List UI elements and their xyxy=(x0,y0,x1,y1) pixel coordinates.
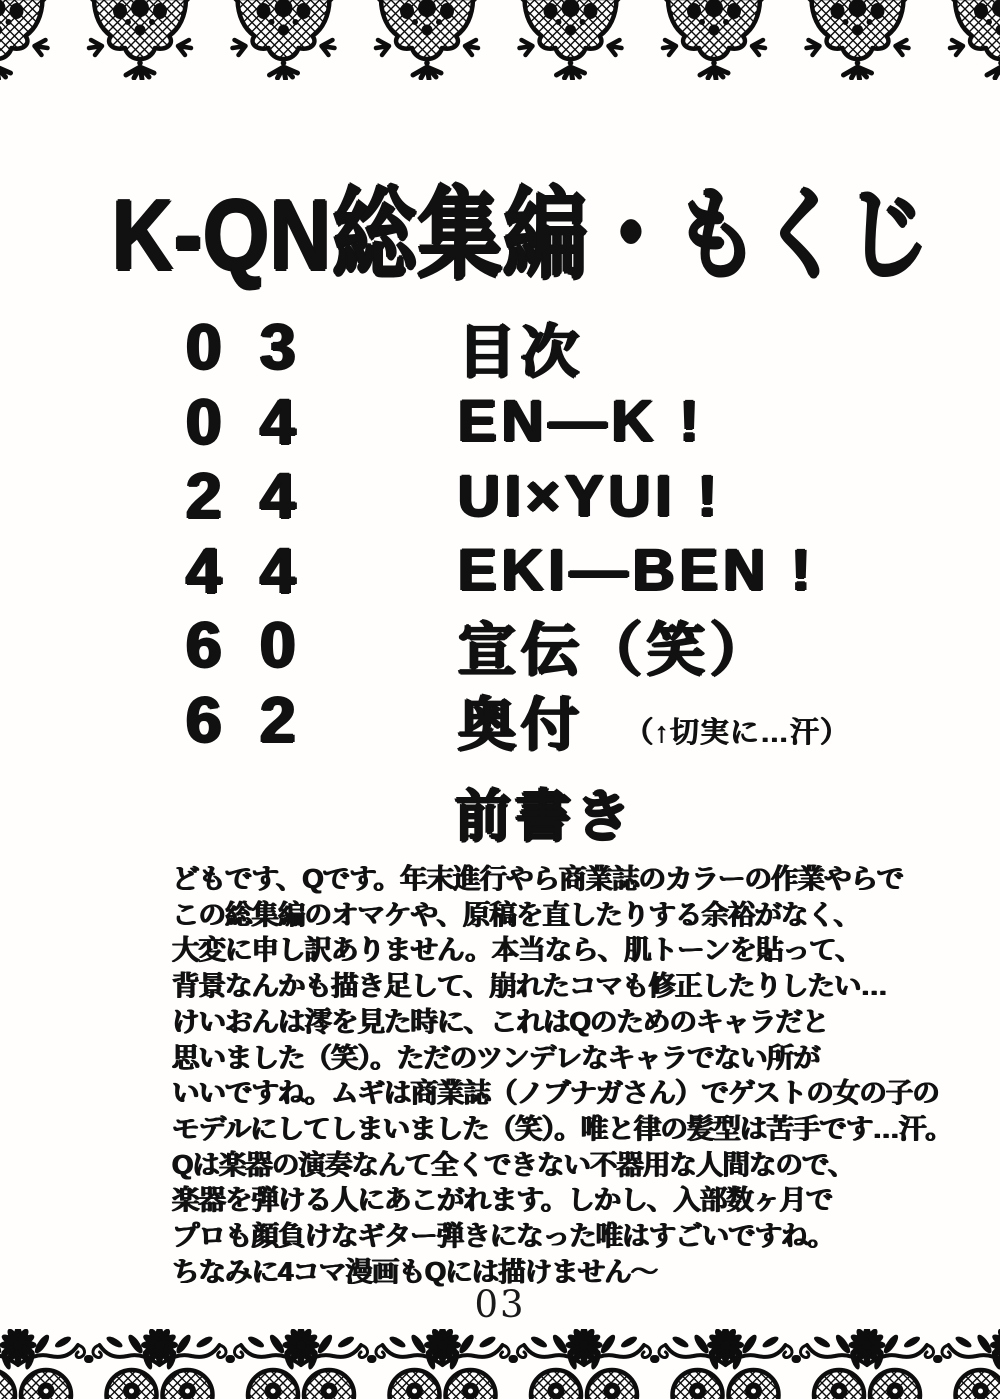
toc-entry-title: 奥付 xyxy=(458,692,585,758)
toc-page-number: 44 xyxy=(186,534,334,607)
foreword-text xyxy=(172,861,952,1289)
toc-row xyxy=(186,683,956,758)
toc-entry-note: （↑切実に…汗） xyxy=(624,717,850,749)
foreword-line: この総集編のオマケや、原稿を直したりする余裕がなく、 xyxy=(172,898,860,930)
page-title: K-QN総集編・もくじ xyxy=(112,180,931,291)
foreword-line: 楽器を弾ける人にあこがれます。しかし、入部数ヶ月で xyxy=(172,1184,833,1216)
foreword-line: 思いました（笑）。ただのツンデレなキャラでない所が xyxy=(172,1041,820,1073)
toc-row xyxy=(186,608,956,683)
foreword-line: 大変に申し訳ありません。本当なら、肌トーンを貼って、 xyxy=(172,934,862,966)
lace-border-bottom-ornament xyxy=(0,1329,1000,1399)
toc-page-number: 03 xyxy=(186,311,334,384)
toc-entry-title: UI×YUI ! xyxy=(458,463,722,529)
toc-page-number: 24 xyxy=(186,460,334,533)
foreword-line: プロも顔負けなギター弾きになった唯はすごいですね。 xyxy=(172,1220,835,1252)
toc-entry-title: EN—K ! xyxy=(458,389,704,455)
toc-entry-title: EKI—BEN ! xyxy=(458,538,816,604)
foreword-line: 背景なんかも描き足して、崩れたコマも修正したりしたい… xyxy=(172,970,887,1002)
toc-row xyxy=(186,310,956,385)
toc-row xyxy=(186,385,956,460)
foreword-line: けいおんは澪を見た時に、これはQのためのキャラだと xyxy=(172,1005,829,1037)
foreword-line: どもです、Qです。年末進行やら商業誌のカラーの作業やらで xyxy=(172,863,904,894)
toc-row xyxy=(186,459,956,534)
table-of-contents xyxy=(186,310,956,757)
foreword-heading: 前書き xyxy=(455,785,635,848)
toc-entry-title: 宣伝（笑） xyxy=(458,618,774,684)
foreword-line: いいですね。ムギは商業誌（ノブナガさん）でゲストの女の子の xyxy=(172,1077,939,1109)
toc-page-number: 62 xyxy=(186,683,334,756)
toc-page-number: 60 xyxy=(186,609,334,682)
lace-border-top-ornament xyxy=(0,0,1000,80)
foreword-line: モデルにしてしまいました（笑）。唯と律の髪型は苦手です…汗。 xyxy=(172,1112,952,1144)
foreword-line: ちなみに4コマ漫画もQには描けません～ xyxy=(172,1255,658,1287)
page-number: 03 xyxy=(474,1283,526,1326)
toc-row xyxy=(186,534,956,609)
foreword-line: Qは楽器の演奏なんて全くできない不器用な人間なので、 xyxy=(172,1148,855,1180)
toc-page-number: 04 xyxy=(186,385,334,458)
toc-entry-title: 目次 xyxy=(458,320,585,386)
